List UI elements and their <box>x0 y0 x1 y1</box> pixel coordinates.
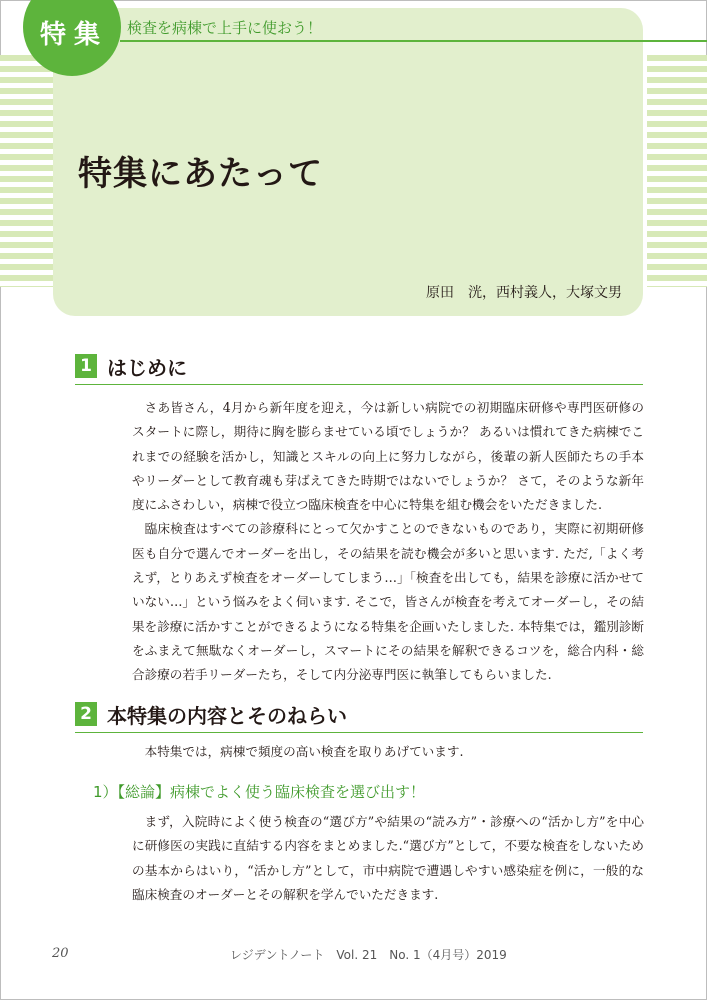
section-title: 本特集の内容とそのねらい <box>107 704 347 728</box>
paragraph: さあ皆さん，4月から新年度を迎え，今は新しい病院での初期臨床研修や専門医研修のスタートに際し，期待に胸を膨らませている頃でしょうか？ あるいは慣れてきた病棟でこれまでの経験を活かし，知識とスキルの向上に努力しながら，後輩の新人医師たちの手本やリーダーとして教育魂も芽ばえてきた時期ではないでしょうか？ さて，そのような新年度にふさわしい，病棟で役立つ臨床検査を中心に特集を組む機会をいただきました. <box>132 400 644 513</box>
paragraph: まず，入院時によく使う検査の“選び方”や結果の“読み方”・診療への“活かし方”を中心に研修医の実践に直結する内容をまとめました.“選び方”として，不要な検査をしないための基本からはいり，“活かし方”として，市中病院で遭遇しやすい感染症を例に，一般的な臨床検査のオーダーとその解釈を学んでいただきます. <box>132 814 644 902</box>
section-1-heading <box>75 352 643 385</box>
feature-subtitle: 検査を病棟で上手に使おう！ <box>127 19 323 37</box>
authors: 原田 洸，西村義人，大塚文男 <box>426 285 622 301</box>
decorative-stripes-left <box>0 55 58 287</box>
section-2-heading <box>75 700 643 733</box>
subsection-heading: 1）【総論】病棟でよく使う臨床検査を選び出す！ <box>93 783 426 801</box>
section-2-body <box>132 810 644 907</box>
header-rule <box>120 40 707 42</box>
section-1-body <box>132 396 644 688</box>
journal-footer: レジデントノート Vol. 21 No. 1（4月号）2019 <box>230 948 507 962</box>
section-2-intro: 本特集では，病棟で頻度の高い検査を取りあげています. <box>144 744 464 759</box>
page-number: 20 <box>52 946 69 961</box>
section-number: 1 <box>75 354 97 378</box>
page-title: 特集にあたって <box>78 154 323 194</box>
decorative-stripes-right <box>647 55 707 287</box>
section-number: 2 <box>75 702 97 726</box>
feature-badge-label: 特集 <box>40 20 109 50</box>
paragraph: 臨床検査はすべての診療科にとって欠かすことのできないものであり，実際に初期研修医も自分で選んでオーダーを出し，その結果を読む機会が多いと思います. ただ,「よく考えず，とりあえず検査をオーダーしてしまう…」「検査を出しても，結果を診療に活かせていない…」という悩みをよく伺います. そこで，皆さんが検査を考えてオーダーし，その結果を診療に活かすことができるようになる特集を企画いたしました. 本特集では，鑑別診断をふまえて無駄なくオーダーし，スマートにその結果を解釈できるコツを，総合内科・総合診療の若手リーダーたち，そして内分泌専門医に執筆してもらいました. <box>132 521 644 683</box>
section-title: はじめに <box>107 356 187 380</box>
